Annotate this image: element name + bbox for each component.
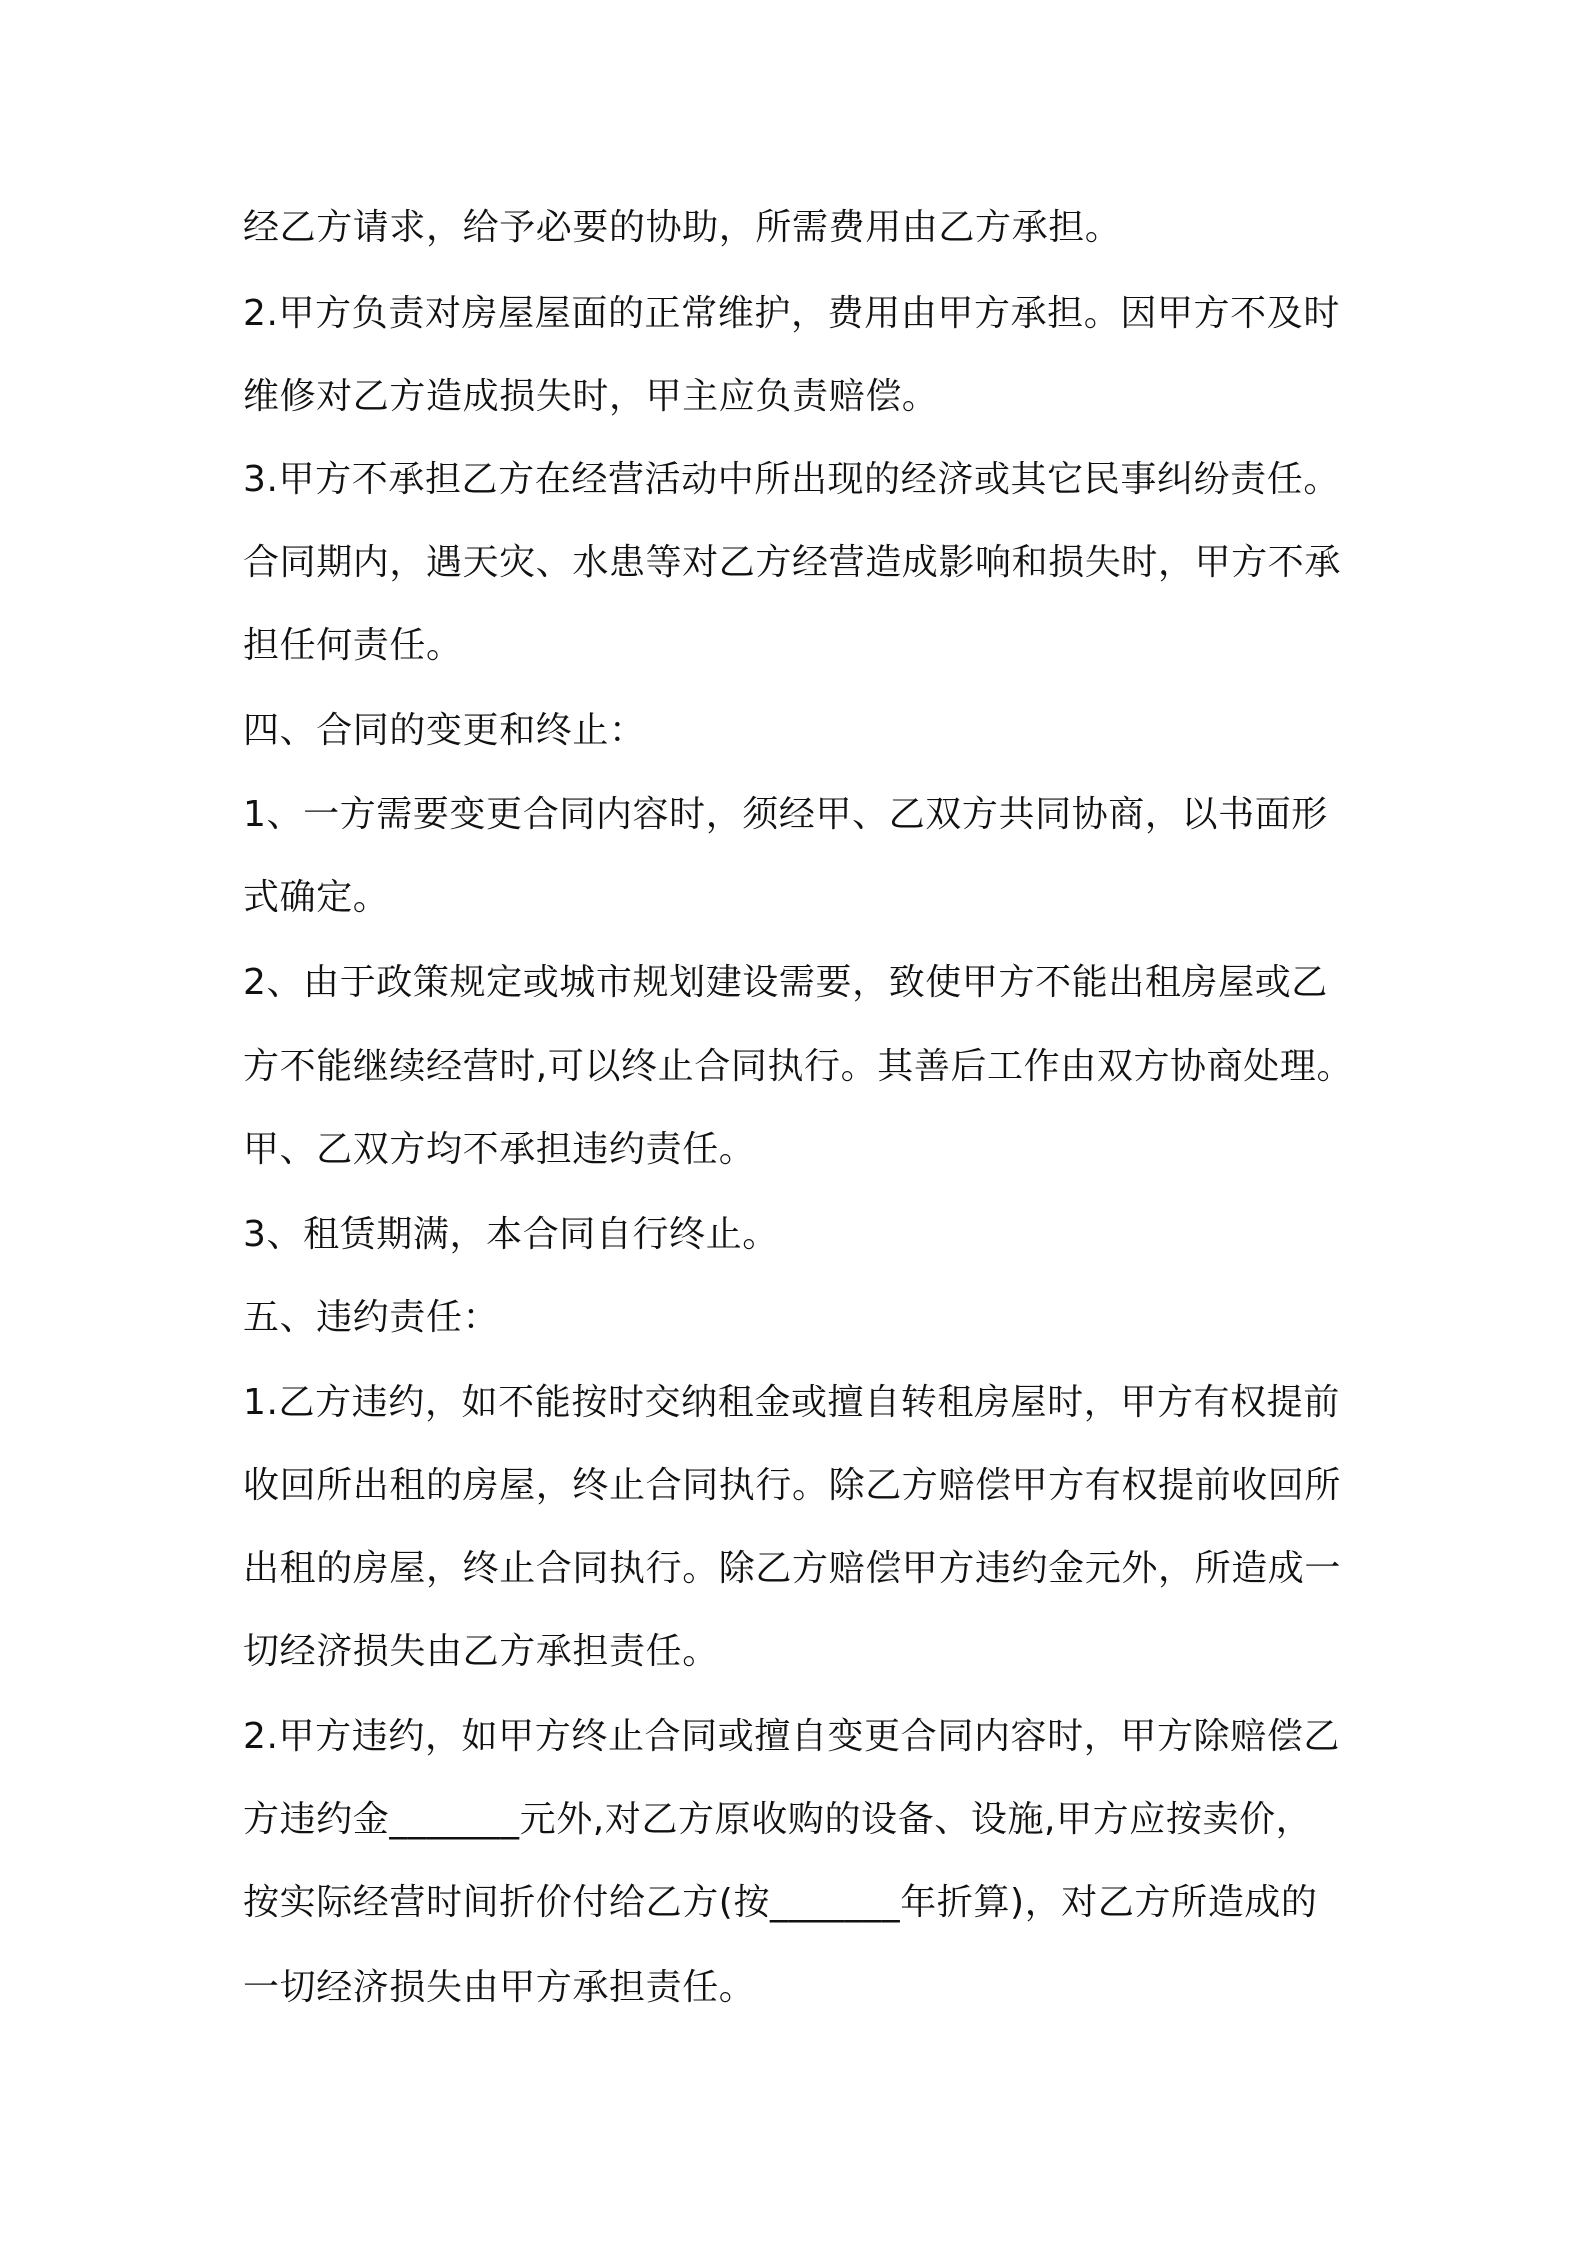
text-line: 一切经济损失由甲方承担责任。 bbox=[243, 1967, 756, 2008]
text-line: 3.甲方不承担乙方在经营活动中所出现的经济或其它民事纠纷责任。 bbox=[243, 459, 1340, 500]
section-heading: 五、违约责任： bbox=[243, 1297, 500, 1338]
text-line: 方不能继续经营时,可以终止合同执行。其善后工作由双方协商处理。 bbox=[243, 1046, 1354, 1087]
text-line: 2.甲方负责对房屋屋面的正常维护，费用由甲方承担。因甲方不及时 bbox=[243, 293, 1340, 334]
text-line: 收回所出租的房屋，终止合同执行。除乙方赔偿甲方有权提前收回所 bbox=[243, 1465, 1342, 1506]
text-line: 2、由于政策规定或城市规划建设需要，致使甲方不能出租房屋或乙 bbox=[243, 962, 1328, 1003]
text-line: 担任何责任。 bbox=[243, 625, 463, 666]
text-line: 按实际经营时间折价付给乙方(按_______年折算)，对乙方所造成的 bbox=[243, 1882, 1318, 1923]
section-heading: 四、合同的变更和终止： bbox=[243, 710, 646, 751]
text-line: 甲、乙双方均不承担违约责任。 bbox=[243, 1129, 756, 1170]
text-line: 经乙方请求，给予必要的协助，所需费用由乙方承担。 bbox=[243, 207, 1122, 248]
text-line: 合同期内，遇天灾、水患等对乙方经营造成影响和损失时，甲方不承 bbox=[243, 542, 1342, 583]
text-line: 式确定。 bbox=[243, 877, 390, 918]
text-line: 维修对乙方造成损失时，甲主应负责赔偿。 bbox=[243, 376, 939, 417]
text-line: 切经济损失由乙方承担责任。 bbox=[243, 1631, 719, 1672]
text-line: 3、租赁期满，本合同自行终止。 bbox=[243, 1214, 779, 1255]
text-line: 2.甲方违约，如甲方终止合同或擅自变更合同内容时，甲方除赔偿乙 bbox=[243, 1716, 1340, 1757]
text-line: 出租的房屋，终止合同执行。除乙方赔偿甲方违约金元外，所造成一 bbox=[243, 1548, 1342, 1589]
text-line: 1、一方需要变更合同内容时，须经甲、乙双方共同协商，以书面形 bbox=[243, 794, 1328, 835]
text-line: 1.乙方违约，如不能按时交纳租金或擅自转租房屋时，甲方有权提前 bbox=[243, 1382, 1340, 1423]
text-line: 方违约金_______元外,对乙方原收购的设备、设施,甲方应按卖价， bbox=[243, 1799, 1313, 1840]
